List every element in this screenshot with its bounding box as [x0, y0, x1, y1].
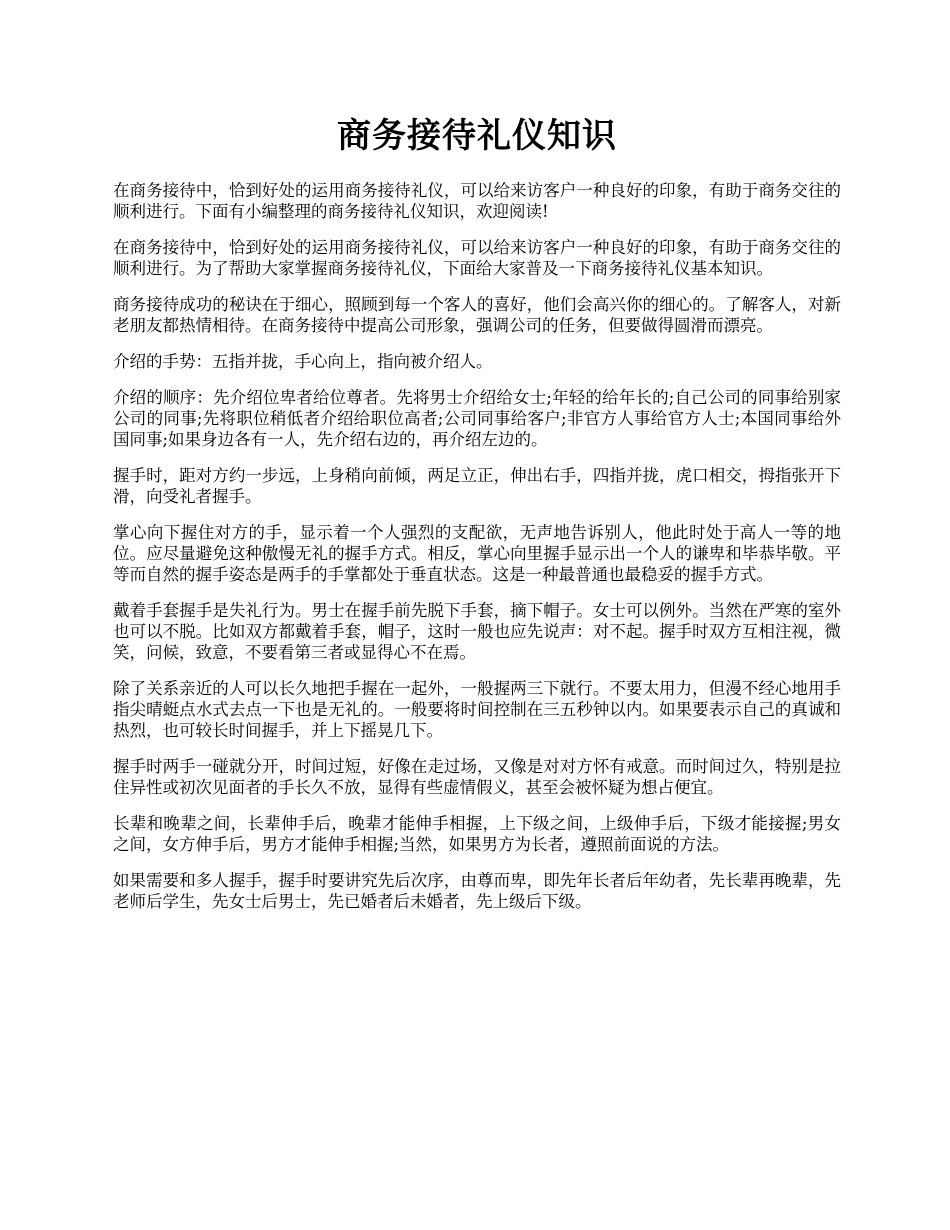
paragraph-gloves: 戴着手套握手是失礼行为。男士在握手前先脱下手套，摘下帽子。女士可以例外。当然在严寒的室外也可以不脱。比如双方都戴着手套，帽子，这时一般也应先说声：对不起。握手时双方互相注视，微笑，问候，致意，不要看第三者或显得心不在焉。	[113, 601, 841, 662]
document-page	[113, 112, 841, 927]
document-title: 商务接待礼仪知识	[337, 116, 617, 156]
paragraph-intro-order: 介绍的顺序：先介绍位卑者给位尊者。先将男士介绍给女士;年轻的给年长的;自己公司的同事给别家公司的同事;先将职位稍低者介绍给职位高者;公司同事给客户;非官方人事给官方人士;本国同事给外国同事;如果身边各有一人，先介绍右边的，再介绍左边的。	[113, 388, 841, 449]
paragraph-duration: 除了关系亲近的人可以长久地把手握在一起外，一般握两三下就行。不要太用力，但漫不经心地用手指尖晴蜓点水式去点一下也是无礼的。一般要将时间控制在三五秒钟以内。如果要表示自己的真诚和热烈，也可较长时间握手，并上下摇晃几下。	[113, 679, 841, 740]
paragraph-too-short-long: 握手时两手一碰就分开，时间过短，好像在走过场，又像是对对方怀有戒意。而时间过久，特别是拉住异性或初次见面者的手长久不放，显得有些虚情假义，甚至会被怀疑为想占便宜。	[113, 757, 841, 797]
paragraph-overview: 在商务接待中，恰到好处的运用商务接待礼仪，可以给来访客户一种良好的印象，有助于商务交往的顺利进行。为了帮助大家掌握商务接待礼仪，下面给大家普及一下商务接待礼仪基本知识。	[113, 238, 841, 278]
paragraph-who-first: 长辈和晚辈之间，长辈伸手后，晚辈才能伸手相握，上下级之间，上级伸手后，下级才能接握;男女之间，女方伸手后，男方才能伸手相握;当然，如果男方为长者，遵照前面说的方法。	[113, 814, 841, 854]
paragraph-handshake-posture: 握手时，距对方约一步远，上身稍向前倾，两足立正，伸出右手，四指并拢，虎口相交，拇指张开下滑，向受礼者握手。	[113, 466, 841, 506]
paragraph-multiple-people: 如果需要和多人握手，握手时要讲究先后次序，由尊而卑，即先年长者后年幼者，先长辈再晚辈，先老师后学生，先女士后男士，先已婚者后未婚者，先上级后下级。	[113, 871, 841, 911]
paragraph-palm-direction: 掌心向下握住对方的手，显示着一个人强烈的支配欲，无声地告诉别人，他此时处于高人一等的地位。应尽量避免这种傲慢无礼的握手方式。相反，掌心向里握手显示出一个人的谦卑和毕恭毕敬。平等而自然的握手姿态是两手的手掌都处于垂直状态。这是一种最普通也最稳妥的握手方式。	[113, 523, 841, 584]
paragraph-intro: 在商务接待中，恰到好处的运用商务接待礼仪，可以给来访客户一种良好的印象，有助于商务交往的顺利进行。下面有小编整理的商务接待礼仪知识，欢迎阅读!	[113, 181, 841, 221]
paragraph-intro-gesture: 介绍的手势：五指并拢，手心向上，指向被介绍人。	[113, 352, 493, 371]
paragraph-secret: 商务接待成功的秘诀在于细心，照顾到每一个客人的喜好，他们会高兴你的细心的。了解客人，对新老朋友都热情相待。在商务接待中提高公司形象，强调公司的任务，但要做得圆滑而漂亮。	[113, 295, 841, 335]
